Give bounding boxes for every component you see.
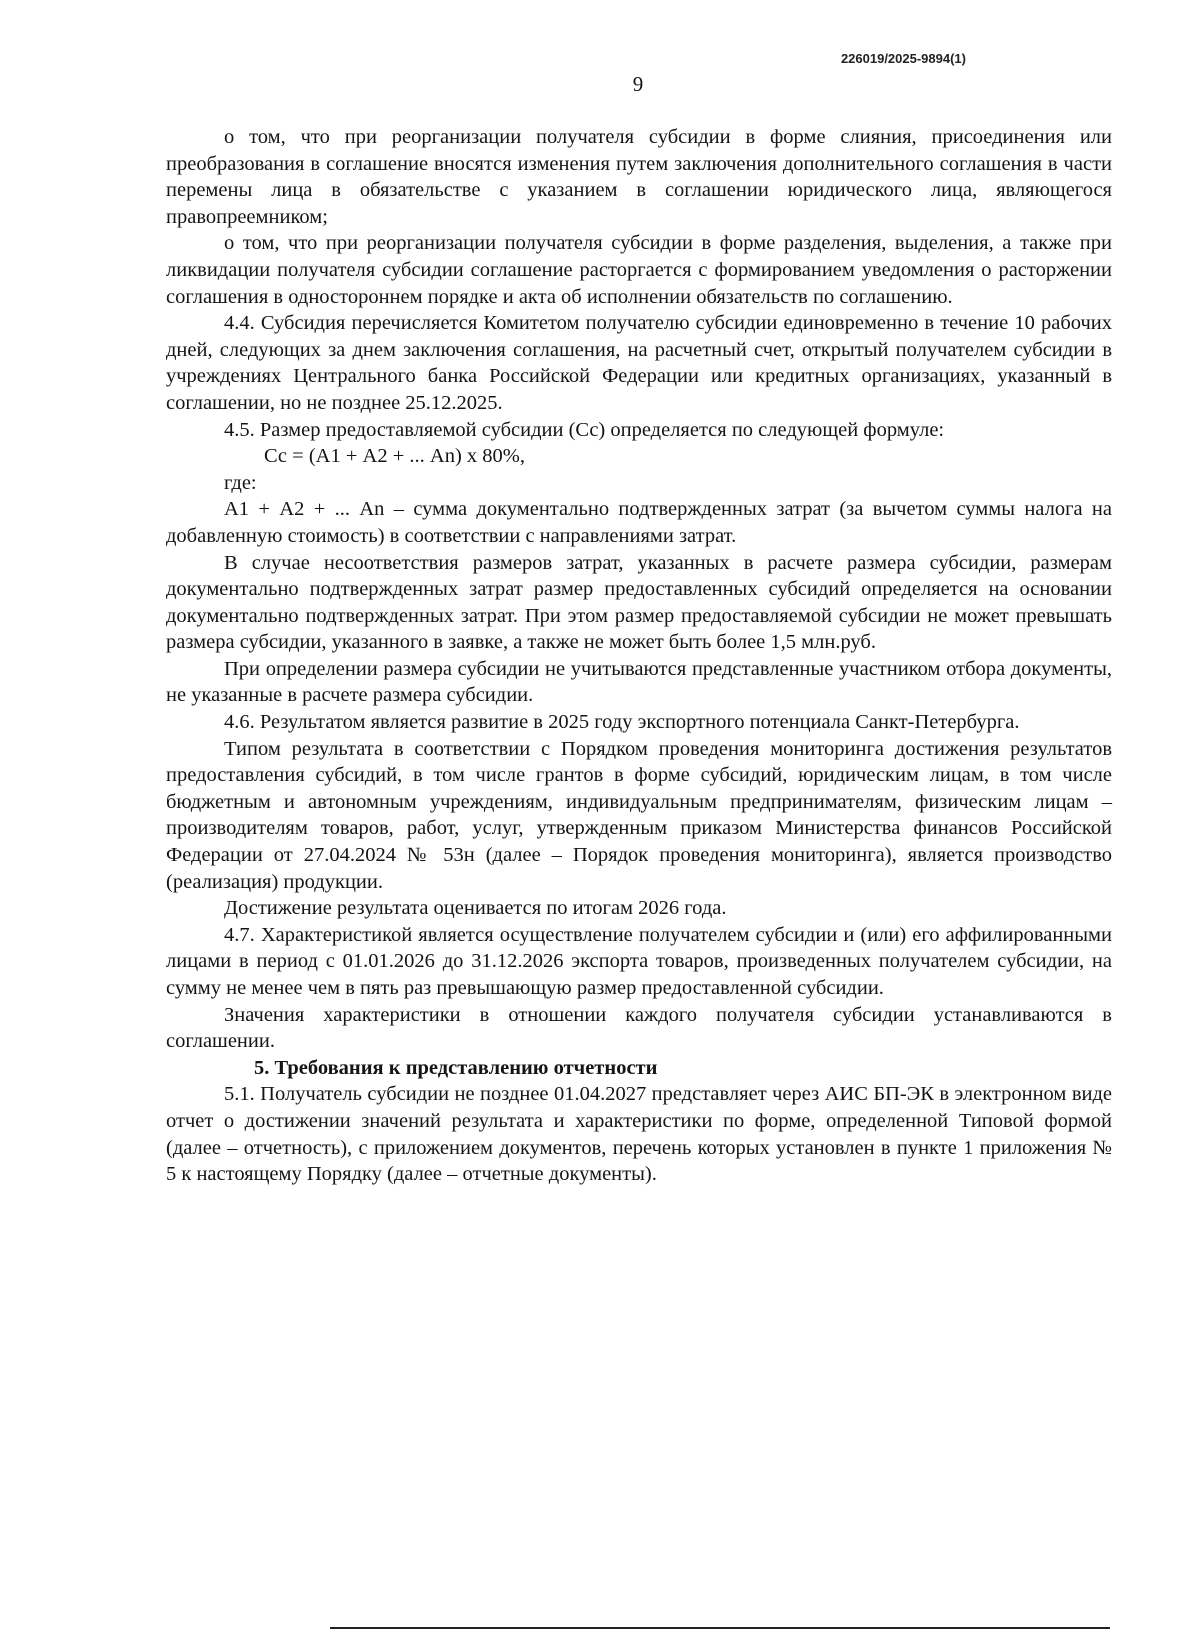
paragraph-reorganization-division: о том, что при реорганизации получателя субсидии в форме разделения, выделения, а также при ликвидации получателя субсидии соглашение расторгается с формированием уведомления о расторжении соглашения в одностороннем порядке и акта об исполнении обязательств по соглашению. [166,232,1112,308]
paragraph-result-type: Типом результата в соответствии с Порядком проведения мониторинга достижения результатов предоставления субсидий, в том числе грантов в форме субсидий, юридическим лицам, в том числе бюджетным и автономным учреждениям, индивидуальным предпринимателям, физическим лицам – производителям товаров, работ, услуг, утвержденным приказом Министерства финансов Российской Федерации от 27.04.2024 № 53н (далее – Порядок проведения мониторинга), является производство (реализация) продукции. [166,737,1112,893]
paragraph-characteristic-values: Значения характеристики в отношении каждого получателя субсидии устанавливаются в соглашении. [166,1003,1112,1053]
paragraph-formula-explanation: А1 + А2 + ... Аn – сумма документально подтвержденных затрат (за вычетом суммы налога на добавленную стоимость) в соответствии с направлениями затрат. [166,498,1112,547]
paragraph-4-4: 4.4. Субсидия перечисляется Комитетом получателю субсидии единовременно в течение 10 рабочих дней, следующих за днем заключения соглашения, на расчетный счет, открытый получателем субсидии в учреждениях Центрального банка Российской Федерации или кредитных организациях, указанный в соглашении, но не позднее 25.12.2025. [166,312,1112,414]
paragraph-4-5: 4.5. Размер предоставляемой субсидии (Сс) определяется по следующей формуле: [224,418,945,441]
bottom-divider [330,1627,1110,1629]
formula-where: где: [224,471,257,494]
paragraph-4-7: 4.7. Характеристикой является осуществление получателем субсидии и (или) его аффилированными лицами в период с 01.01.2026 до 31.12.2026 экспорта товаров, произведенных получателем субсидии, на сумму не менее чем в пять раз превышающую размер предоставленной субсидии. [166,923,1112,999]
page-number: 9 [632,72,644,96]
section-title: 5. Требования к представлению отчетности [254,1056,658,1079]
paragraph-4-6: 4.6. Результатом является развитие в 2025 году экспортного потенциала Санкт-Петербурга. [224,711,1020,734]
subsidy-formula: Сс = (А1 + А2 + ... Аn) х 80%, [264,445,525,468]
paragraph-result-evaluation: Достижение результата оценивается по итогам 2026 года. [224,897,727,920]
document-body [166,124,1112,1188]
paragraph-reorganization-merger: о том, что при реорганизации получателя субсидии в форме слияния, присоединения или преобразования в соглашение вносятся изменения путем заключения дополнительного соглашения в части перемены лица в обязательстве с указанием в соглашении юридического лица, являющегося правопреемником; [166,126,1112,228]
paragraph-unlisted-documents: При определении размера субсидии не учитываются представленные участником отбора документы, не указанные в расчете размера субсидии. [166,657,1112,707]
paragraph-5-1: 5.1. Получатель субсидии не позднее 01.04.2027 представляет через АИС БП-ЭК в электронном виде отчет о достижении значений результата и характеристики по форме, определенной Типовой формой (далее – отчетность), с приложением документов, перечень которых установлен в пункте 1 приложения № 5 к настоящему Порядку (далее – отчетные документы). [166,1083,1112,1186]
document-id: 226019/2025-9894(1) [840,51,966,66]
paragraph-cost-mismatch: В случае несоответствия размеров затрат, указанных в расчете размера субсидии, размерам документально подтвержденных затрат размер предоставленных субсидий определяется на основании документально подтвержденных затрат. При этом размер предоставляемой субсидии не может превышать размера субсидии, указанного в заявке, а также не может быть более 1,5 млн.руб. [166,551,1112,654]
